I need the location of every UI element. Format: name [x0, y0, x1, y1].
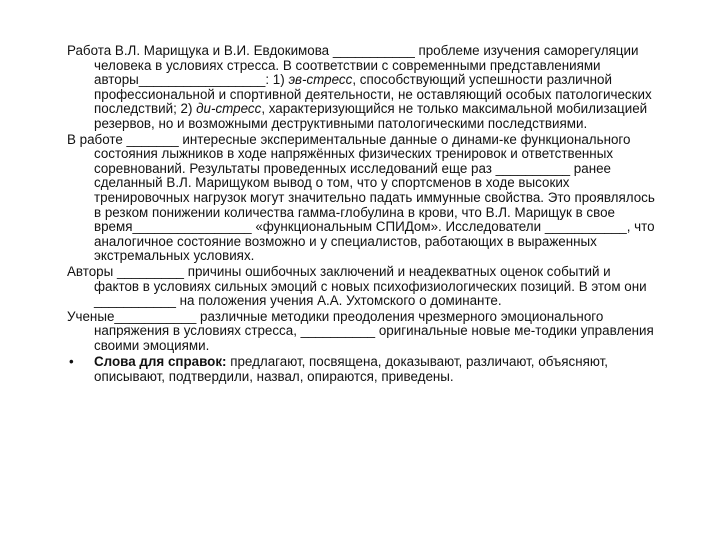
paragraph [67, 44, 655, 132]
paragraph-text: В работе _______ интересные экспериментальные данные о динами-ке функционального состояния лыжников в ходе напряжённых физических тренировок и ответственных соревнований. Результаты проведенных исследований еще раз __________ ранее сделанный В.Л. Марищуком вывод о том, что у спортсменов в ходе высоких тренировочных нагрузок могут значительно падать иммунные свойства. Это проявлялось в резком понижении количества гамма-глобулина в крови, что В.Л. Марищук в свое время________________ «функциональным СПИДом». Исследователи ___________, что аналогичное состояние возможно и у специалистов, работающих в выраженных экстремальных условиях. [67, 131, 655, 264]
paragraph [67, 310, 655, 354]
hint-text: предлагают, посвящена, доказывают, различают, объясняют, описывают, подтвердили, назвал, опираются, приведены. [94, 354, 608, 385]
paragraph-text: Работа В.Л. Марищука и В.И. Евдокимова ___________ проблеме изучения саморегуляции человека в условиях стресса. В соответствии с современными представлениями авторы_________________: 1) [67, 43, 639, 88]
hint-label: Слова для справок: [94, 354, 227, 370]
paragraph [67, 265, 655, 309]
document-page [67, 44, 655, 385]
bullet-icon: • [69, 354, 74, 370]
paragraphs [67, 44, 655, 353]
paragraph-text: , характеризующийся не только максимальной мобилизацией резервов, но и возможными деструктивными патологическими последствиями. [94, 101, 648, 131]
italic-term: эв-стресс [288, 72, 353, 88]
hint-item [67, 355, 655, 384]
italic-term: ди-стресс [196, 101, 262, 117]
paragraph-text: Авторы _________ причины ошибочных заключений и неадекватных оценок событий и фактов в условиях сильных эмоций с новых психофизиологических позиций. В этом они ___________ на положения учения А.А. Ухтомского о доминанте. [67, 263, 647, 309]
paragraph-text: Ученые___________ различные методики преодоления чрезмерного эмоционального напряжения в условиях стресса, __________ оригинальные новые ме-тодики управления своими эмоциями. [67, 308, 654, 353]
paragraph-text: , способствующий успешности различной профессиональной и спортивной деятельности, не оставляющий особых патологических последствий; 2) [94, 72, 652, 117]
paragraph [67, 133, 655, 264]
